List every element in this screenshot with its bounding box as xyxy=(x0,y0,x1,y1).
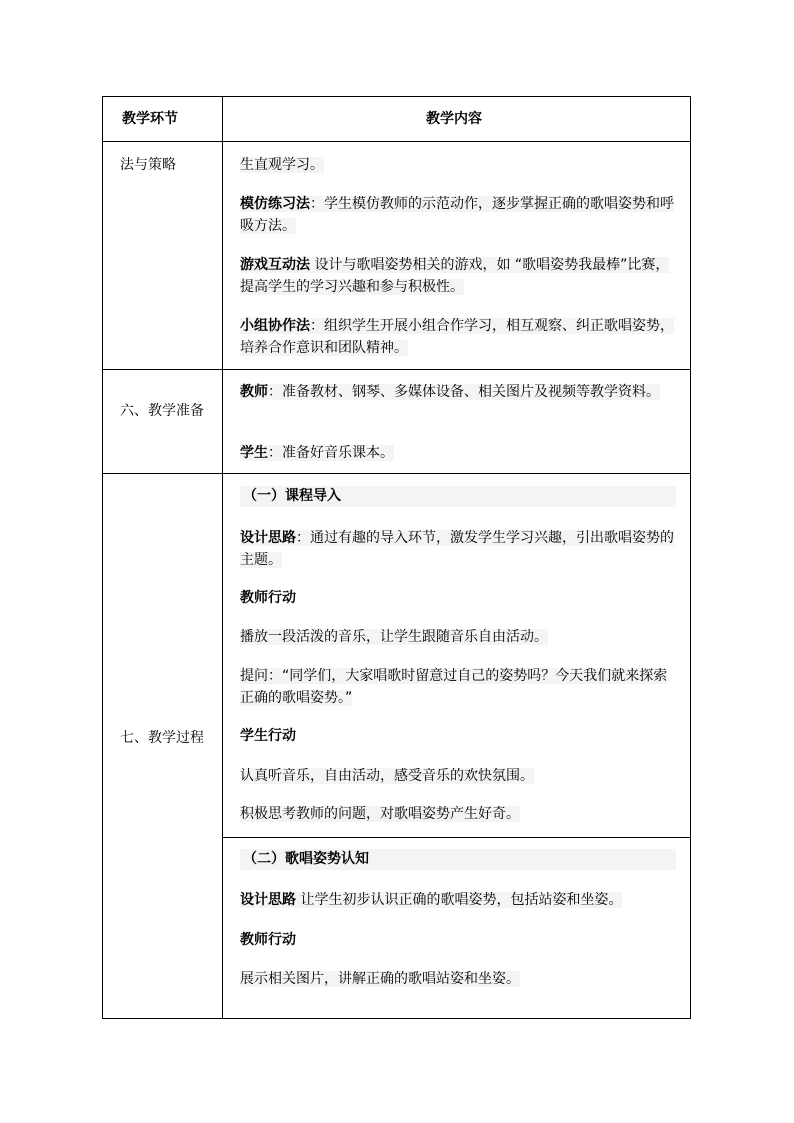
method-item xyxy=(240,315,677,359)
methods-intro-text: 生直观学习。 xyxy=(240,157,324,173)
prep-student-term: 学生 xyxy=(240,445,268,461)
prep-label: 六、教学准备 xyxy=(120,403,204,419)
teacher-line-text: 提问：“同学们，大家唱歌时留意过自己的姿势吗？今天我们就来探索正确的歌唱姿势。” xyxy=(240,668,668,706)
method-item xyxy=(240,193,677,237)
header-col2: 教学内容 xyxy=(426,111,482,127)
teacher-heading: 教师行动 xyxy=(240,932,296,948)
teacher-line-text: 展示相关图片，讲解正确的歌唱站姿和坐姿。 xyxy=(240,971,520,987)
student-line-text: 认真听音乐，自由活动，感受音乐的欢快氛围。 xyxy=(240,768,534,784)
student-heading: 学生行动 xyxy=(240,728,296,744)
design-term: 设计思路 xyxy=(240,530,296,546)
prep-student xyxy=(240,442,677,464)
student-line-text: 积极思考教师的问题，对歌唱姿势产生好奇。 xyxy=(240,806,520,822)
method-term: 游戏互动法 xyxy=(240,257,310,273)
methods-label: 法与策略 xyxy=(120,157,176,173)
design-text: 让学生初步认识正确的歌唱姿势，包括站姿和坐姿。 xyxy=(296,892,623,908)
prep-teacher-term: 教师 xyxy=(240,384,268,400)
method-text: ：组织学生开展小组合作学习，相互观察、纠正歌唱姿势，培养合作意识和团队精神。 xyxy=(240,318,674,356)
teacher-heading: 教师行动 xyxy=(240,590,296,606)
prep-teacher-text: ：准备教材、钢琴、多媒体设备、相关图片及视频等教学资料。 xyxy=(268,384,660,400)
prep-teacher xyxy=(240,381,677,403)
section-title-text: （二）歌唱姿势认知 xyxy=(243,851,369,867)
prep-student-text: ：准备好音乐课本。 xyxy=(268,445,394,461)
method-term: 小组协作法 xyxy=(240,318,310,334)
design-idea xyxy=(240,527,677,571)
row-divider xyxy=(103,473,690,474)
method-text: 设计与歌唱姿势相关的游戏，如 “歌唱姿势我最棒”比赛，提高学生的学习兴趣和参与积极性。 xyxy=(240,257,670,295)
section-title xyxy=(240,849,676,870)
row-divider xyxy=(103,369,690,370)
method-item xyxy=(240,254,677,298)
teacher-line-text: 播放一段活泼的音乐，让学生跟随音乐自由活动。 xyxy=(240,629,548,645)
teacher-line xyxy=(240,968,677,990)
section-title-text: （一）课程导入 xyxy=(243,488,341,504)
design-term: 设计思路 xyxy=(240,892,296,908)
method-term: 模仿练习法 xyxy=(240,196,310,212)
design-text: ：通过有趣的导入环节，激发学生学习兴趣，引出歌唱姿势的主题。 xyxy=(240,530,674,568)
student-line xyxy=(240,803,677,825)
header-col1: 教学环节 xyxy=(122,111,178,127)
method-text: ：学生模仿教师的示范动作，逐步掌握正确的歌唱姿势和呼吸方法。 xyxy=(240,196,674,234)
column-divider xyxy=(222,97,223,1018)
section-title xyxy=(240,486,676,507)
student-line xyxy=(240,765,677,787)
teacher-line xyxy=(240,665,677,709)
row-divider xyxy=(222,837,690,838)
methods-intro xyxy=(240,154,677,176)
process-label: 七、教学过程 xyxy=(120,730,204,746)
teacher-line xyxy=(240,626,677,648)
row-divider xyxy=(103,141,690,142)
lesson-plan-table xyxy=(102,96,691,1019)
design-idea xyxy=(240,889,677,911)
